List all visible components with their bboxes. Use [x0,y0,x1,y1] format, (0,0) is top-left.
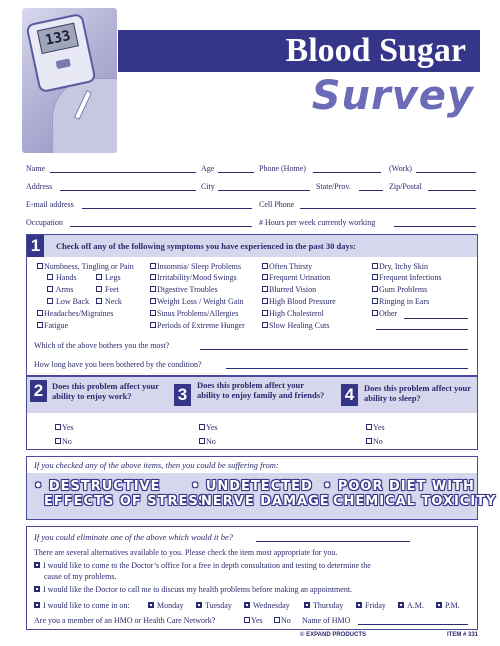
suffering-intro: If you checked any of the above items, then you could be suffering from: [34,460,279,470]
hours-field[interactable] [394,226,476,227]
symptom-hands[interactable]: Hands [47,273,76,283]
hmo-yes[interactable]: Yes [244,616,263,626]
section-1-heading: Check off any of the following symptoms you have experienced in the past 30 days: [56,241,356,251]
symptom-weight[interactable]: Weight Loss / Weight Gain [150,297,244,307]
day-wednesday[interactable]: Wednesday [244,601,290,611]
checkbox[interactable] [96,286,102,292]
checkbox[interactable] [150,263,156,269]
stress-bullet-line1: • DESTRUCTIVE [34,479,161,494]
checkbox[interactable] [37,322,43,328]
checkbox[interactable] [47,298,53,304]
symptom-insomnia[interactable]: Insomnia/ Sleep Problems [150,262,241,272]
time-pm[interactable]: P.M. [436,601,460,611]
checkbox[interactable] [96,274,102,280]
checkbox[interactable] [274,617,280,623]
glucose-meter-photo [22,8,117,153]
checkbox[interactable] [150,274,156,280]
how-long-field[interactable] [226,368,468,369]
address-label: Address [26,182,53,191]
day-checkbox[interactable] [196,602,202,608]
time-am[interactable]: A.M. [398,601,424,611]
meter-reading: 133 [37,23,79,54]
day-checkbox[interactable] [148,602,154,608]
most-bothers-field[interactable] [200,349,468,350]
checkbox[interactable] [150,310,156,316]
day-thursday[interactable]: Thursday [304,601,343,611]
meter-button [56,58,71,69]
checkbox[interactable] [244,617,250,623]
symptom-gum[interactable]: Gum Problems [372,285,427,295]
day-checkbox[interactable] [244,602,250,608]
checkbox[interactable] [199,438,205,444]
section-2-question: Does this problem affect your ability to enjoy work? [52,381,159,401]
day-friday[interactable]: Friday [356,601,386,611]
checkbox[interactable] [262,263,268,269]
symptom-ringing-ears[interactable]: Ringing in Ears [372,297,429,307]
page-title: Blood Sugar [285,32,466,69]
option-checkbox[interactable] [34,602,40,608]
checkbox[interactable] [262,310,268,316]
zip-label: Zip/Postal [389,182,422,191]
symptom-blood-pressure[interactable]: High Blood Pressure [262,297,336,307]
hmo-name-label: Name of HMO [302,616,351,625]
checkbox[interactable] [96,298,102,304]
name-field[interactable] [50,172,196,173]
symptom-headaches[interactable]: Headaches/Migraines [37,309,113,319]
checkbox[interactable] [150,322,156,328]
checkbox[interactable] [47,286,53,292]
stress-bullet-line2: EFFECTS OF STRESS [44,494,209,509]
eliminate-question: If you could eliminate one of the above which would it be? [34,532,233,542]
checkbox[interactable] [372,298,378,304]
nerve-bullet-line2: NERVE DAMAGE [201,494,330,509]
work-yes[interactable]: Yes [55,423,74,433]
symptom-dry-skin[interactable]: Dry, Itchy Skin [372,262,428,272]
symptom-fatigue[interactable]: Fatigue [37,321,68,331]
symptom-irritability[interactable]: Irritability/Mood Swings [150,273,237,283]
work-no[interactable]: No [55,437,72,447]
checkbox[interactable] [37,263,43,269]
symptom-sinus[interactable]: Sinus Problems/Allergies [150,309,238,319]
email-label: E-mail address [26,200,74,209]
most-bothers-label: Which of the above bothers you the most? [34,341,170,350]
work-phone-field[interactable] [416,172,476,173]
alternatives-text: There are several alternatives available to you. Please check the item most appropriate for you. [34,548,338,557]
checkbox[interactable] [37,310,43,316]
nerve-bullet-line1: • UNDETECTED [191,479,313,494]
symptom-low-back[interactable]: Low Back [47,297,89,307]
cell-label: Cell Phone [259,200,295,209]
symptom-legs[interactable]: Legs [96,273,121,283]
hmo-question: Are you a member of an HMO or Health Care Network? [34,616,216,625]
symptom-digestive[interactable]: Digestive Troubles [150,285,218,295]
symptom-hunger[interactable]: Periods of Extreme Hunger [150,321,245,331]
diet-bullet-line1: • POOR DIET WITH [323,479,475,494]
hand-shape [52,78,117,153]
section-4-question: Does this problem affect your ability to sleep? [364,383,471,403]
checkbox[interactable] [55,438,61,444]
symptom-neck[interactable]: Neck [96,297,122,307]
how-long-label: How long have you been bothered by the condition? [34,360,202,369]
page-subtitle: Survey [311,73,474,119]
checkbox[interactable] [150,298,156,304]
checkbox[interactable] [262,274,268,280]
day-checkbox[interactable] [304,602,310,608]
checkbox[interactable] [372,310,378,316]
meter-device [25,13,96,94]
day-tuesday[interactable]: Tuesday [196,601,232,611]
option-come-in[interactable]: I would like to come in on: [34,601,130,611]
hmo-no[interactable]: No [274,616,291,626]
diet-bullet-line2: CHEMICAL TOXICITY [333,494,497,509]
cell-field[interactable] [300,208,476,209]
section-3-question: Does this problem affect your ability to enjoy family and friends? [197,380,325,400]
zip-field[interactable] [428,190,476,191]
checkbox[interactable] [372,286,378,292]
footer-item-number: ITEM # 331 [446,632,478,638]
age-label: Age [201,164,215,173]
name-label: Name [26,164,46,173]
hours-label: # Hours per week currently working [259,218,376,227]
occupation-label: Occupation [26,218,63,227]
symptom-slow-healing[interactable]: Slow Healing Cuts [262,321,329,331]
other-symptom-field[interactable] [404,318,468,319]
symptom-feet[interactable]: Feet [96,285,119,295]
checkbox[interactable] [366,438,372,444]
age-field[interactable] [218,172,254,173]
checkbox[interactable] [199,424,205,430]
work-phone-label: (Work) [389,164,412,173]
sleep-yes[interactable]: Yes [366,423,385,433]
footer-brand: © EXPAND PRODUCTS [300,632,366,638]
state-label: State/Prov. [316,182,351,191]
checkbox[interactable] [47,274,53,280]
checkbox[interactable] [150,286,156,292]
option-call[interactable]: I would like the Doctor to call me to discuss my health problems before making an appointment. [34,585,352,595]
symptom-blurred-vision[interactable]: Blurred Vision [262,285,316,295]
checkbox[interactable] [372,263,378,269]
city-field[interactable] [218,190,310,191]
hmo-name-field[interactable] [358,624,468,625]
symptom-other[interactable]: Other [372,309,397,319]
checkbox[interactable] [262,322,268,328]
occupation-field[interactable] [70,226,252,227]
state-field[interactable] [359,190,383,191]
section-1-number: 1 [27,235,44,257]
checkbox[interactable] [372,274,378,280]
city-label: City [201,182,215,191]
address-field[interactable] [60,190,196,191]
phone-home-label: Phone (Home) [259,164,306,173]
checkbox[interactable] [262,298,268,304]
section-2-number: 2 [30,380,47,402]
option-checkbox[interactable] [34,586,40,592]
family-yes[interactable]: Yes [199,423,218,433]
phone-home-field[interactable] [313,172,381,173]
email-field[interactable] [82,208,252,209]
symptom-infections[interactable]: Frequent Infections [372,273,441,283]
symptom-arms[interactable]: Arms [47,285,73,295]
option-consultation-line2: cause of my problems. [44,572,117,581]
other-symptom-field-2[interactable] [376,329,468,330]
option-checkbox[interactable] [34,562,40,568]
family-no[interactable]: No [199,437,216,447]
option-consultation[interactable]: I would like to come to the Doctor’s office for a free in depth consultation and testing to determine the [34,561,371,571]
symptom-thirsty[interactable]: Often Thirsty [262,262,312,272]
day-monday[interactable]: Monday [148,601,184,611]
symptom-cholesterol[interactable]: High Cholesterol [262,309,324,319]
checkbox[interactable] [262,286,268,292]
checkbox[interactable] [55,424,61,430]
eliminate-field[interactable] [256,541,410,542]
sleep-no[interactable]: No [366,437,383,447]
day-checkbox[interactable] [356,602,362,608]
checkbox[interactable] [366,424,372,430]
time-checkbox[interactable] [398,602,404,608]
symptom-numbness[interactable]: Numbness, Tingling or Pain [37,262,134,272]
time-checkbox[interactable] [436,602,442,608]
symptom-urination[interactable]: Frequent Urination [262,273,330,283]
section-4-number: 4 [341,384,358,406]
section-3-number: 3 [174,384,191,406]
